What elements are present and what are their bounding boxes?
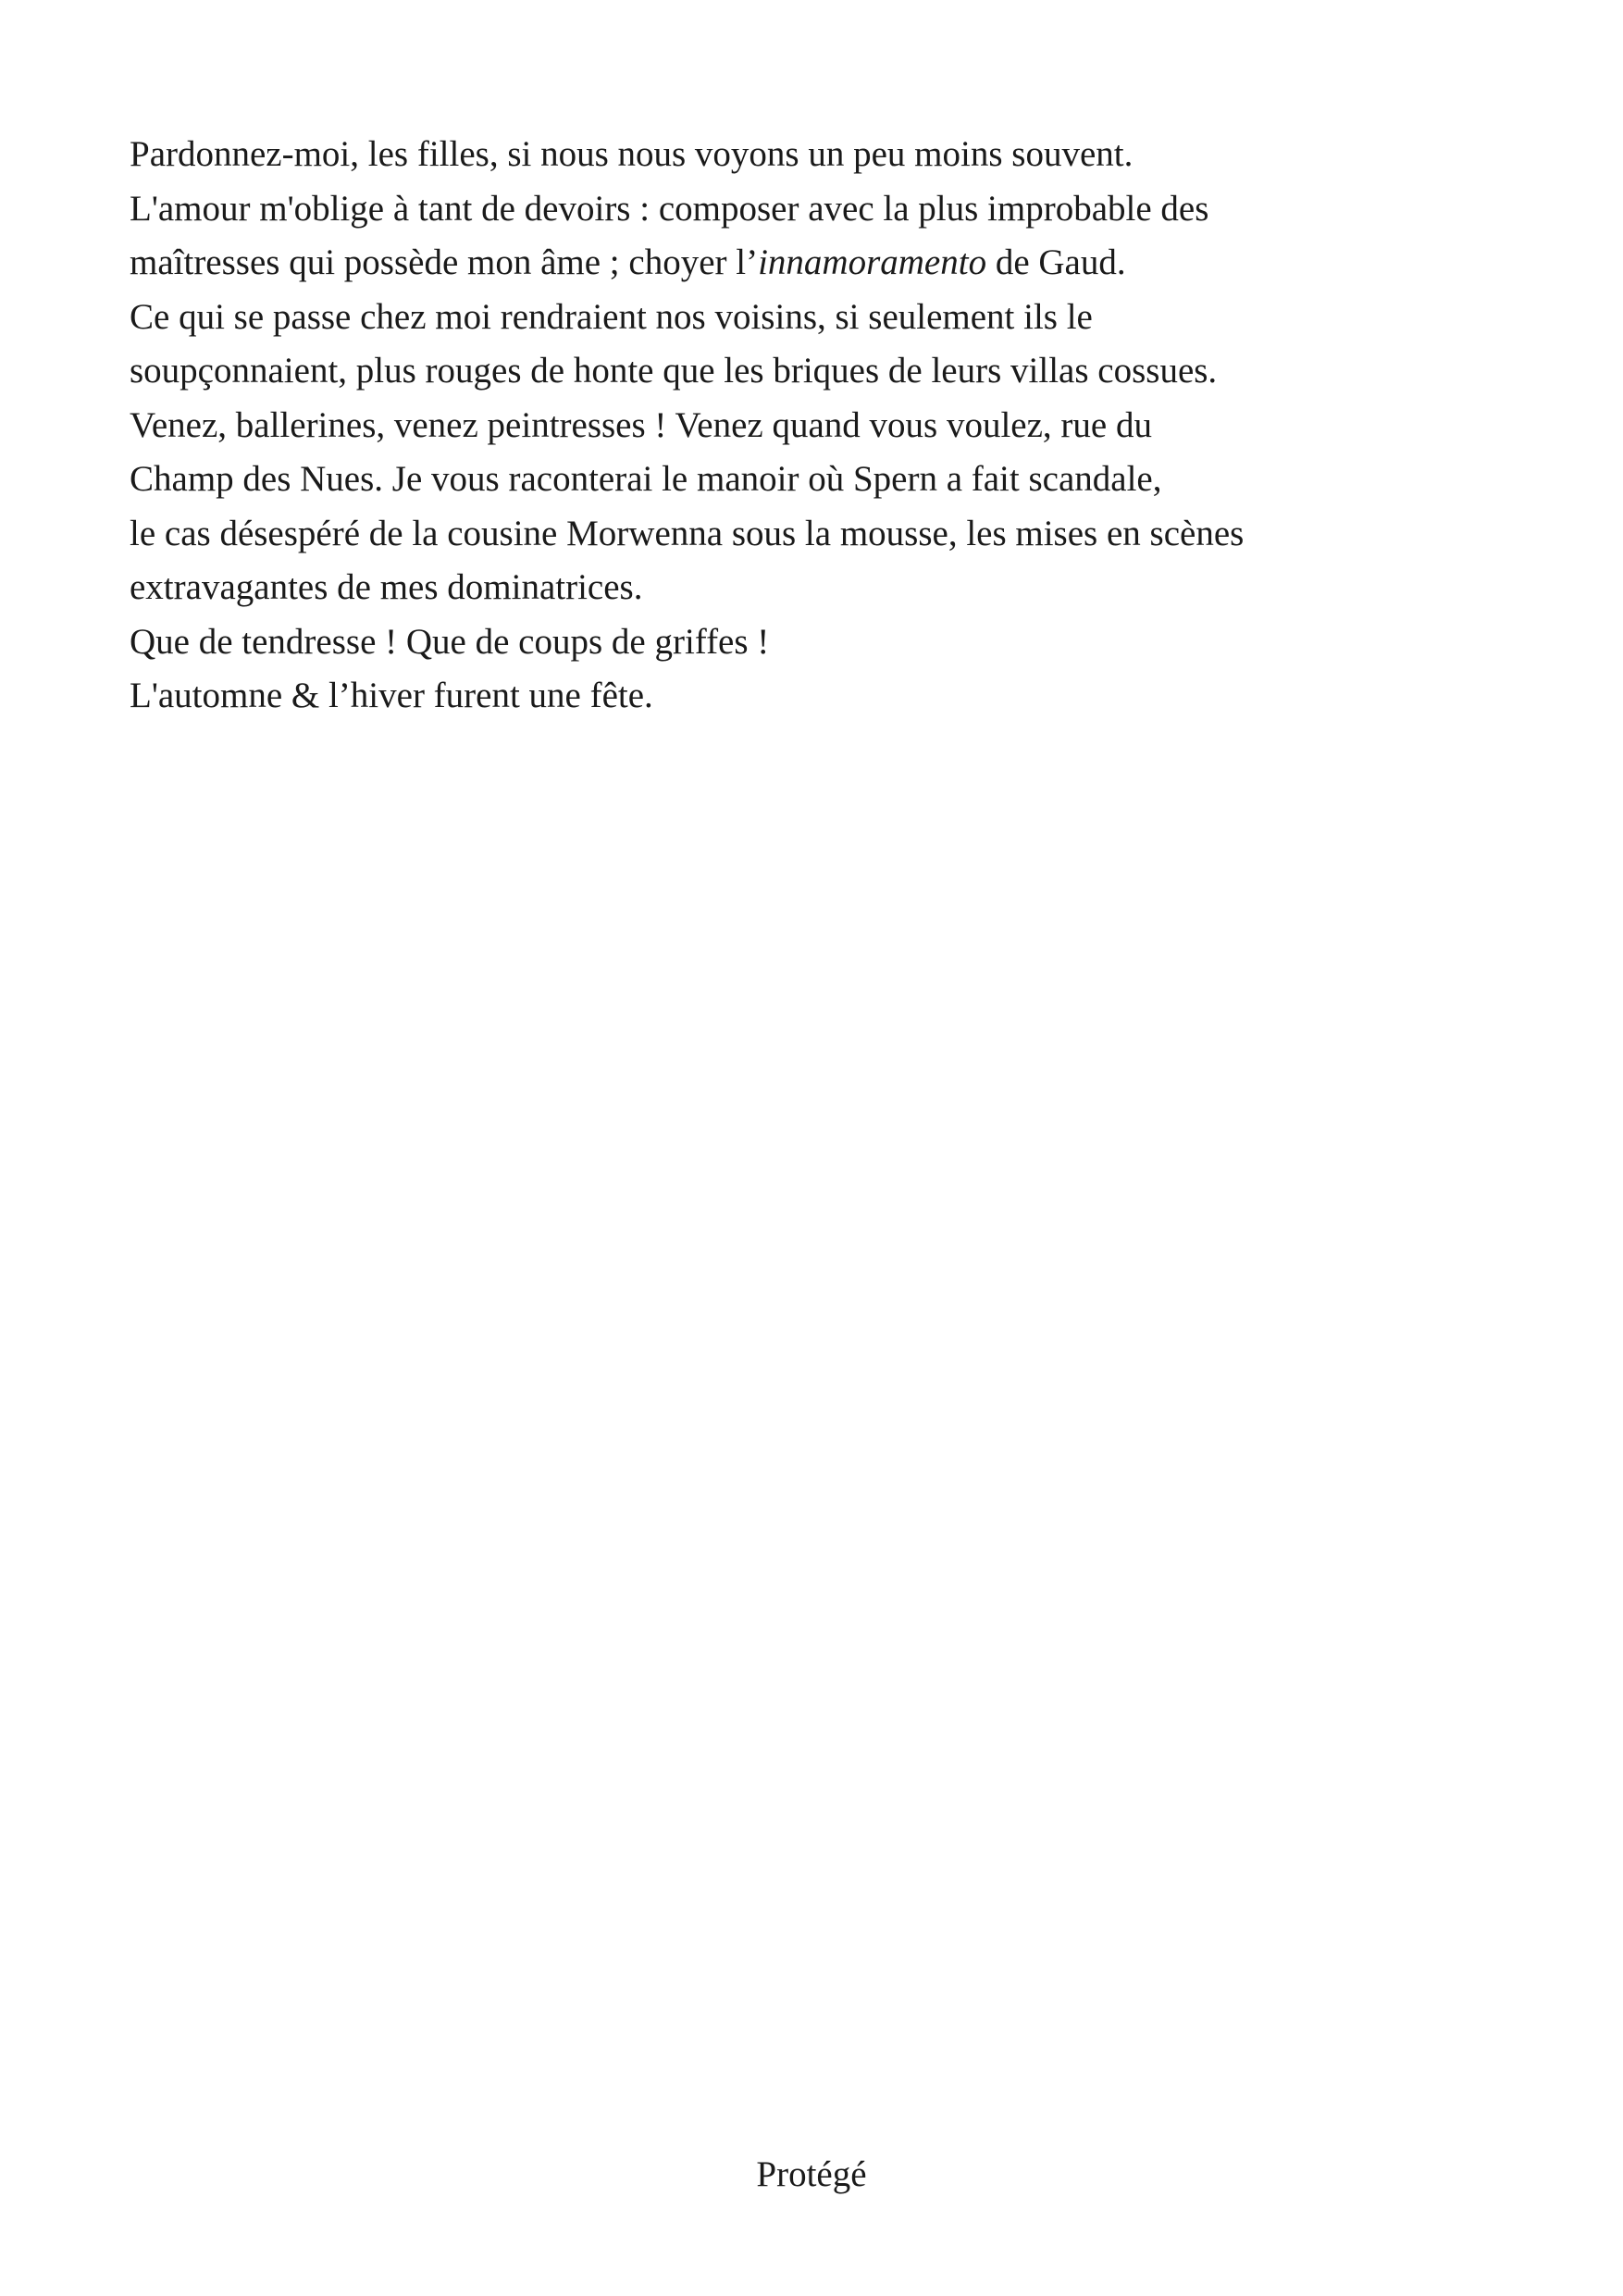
text-line-8: le cas désespéré de la cousine Morwenna sous la mousse, les mises en scènes — [130, 513, 1245, 553]
text-line-1: Pardonnez-moi, les filles, si nous nous voyons un peu moins souvent. — [130, 134, 1134, 174]
footer-label: Protégé — [756, 2154, 867, 2194]
text-line-3-end: de Gaud. — [986, 242, 1126, 282]
text-line-2: L'amour m'oblige à tant de devoirs : composer avec la plus improbable des — [130, 188, 1209, 229]
body-paragraph — [130, 128, 1518, 724]
text-line-3-start: maîtresses qui possède mon âme ; choyer l’ — [130, 242, 759, 282]
italic-word: innamoramento — [758, 242, 987, 282]
text-line-9: extravagantes de mes dominatrices. — [130, 567, 643, 607]
text-line-3 — [130, 236, 1518, 291]
text-line-6: Venez, ballerines, venez peintresses ! Venez quand vous voulez, rue du — [130, 404, 1152, 445]
text-line-4: Ce qui se passe chez moi rendraient nos voisins, si seulement ils le — [130, 296, 1093, 337]
text-line-7: Champ des Nues. Je vous raconterai le manoir où Spern a fait scandale, — [130, 459, 1162, 499]
text-line-10: Que de tendresse ! Que de coups de griffes ! — [130, 621, 770, 662]
text-line-5: soupçonnaient, plus rouges de honte que les briques de leurs villas cossues. — [130, 351, 1218, 391]
text-line-11: L'automne & l’hiver furent une fête. — [130, 676, 653, 715]
